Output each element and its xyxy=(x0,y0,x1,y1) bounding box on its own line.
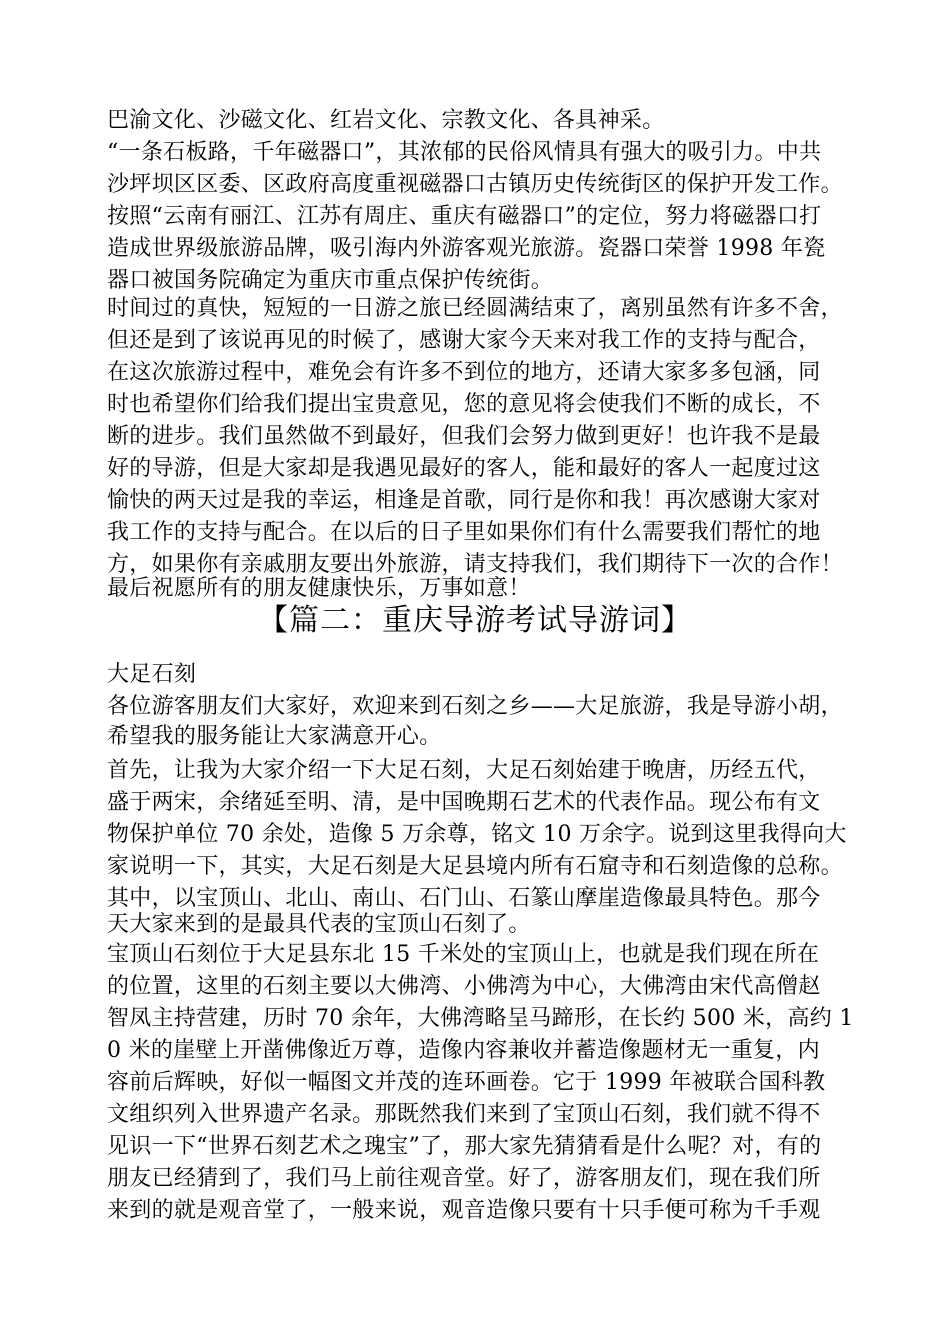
text-line: 容前后辉映，好似一幅图文并茂的连环画卷。它于 1999 年被联合国科教 xyxy=(107,1070,826,1095)
text-line: 时间过的真快，短短的一日游之旅已经圆满结束了，离别虽然有许多不舍， xyxy=(107,296,843,321)
text-line: 愉快的两天过是我的幸运，相逢是首歌，同行是你和我！再次感谢大家对 xyxy=(107,488,821,513)
text-line: 大足石刻 xyxy=(107,662,197,687)
text-line: 断的进步。我们虽然做不到最好，但我们会努力做到更好！也许我不是最 xyxy=(107,424,821,449)
text-line: 希望我的服务能让大家满意开心。 xyxy=(107,724,442,749)
text-line: 但还是到了该说再见的时候了，感谢大家今天来对我工作的支持与配合， xyxy=(107,328,821,353)
text-line: 家说明一下，其实，大足石刻是大足县境内所有石窟寺和石刻造像的总称。 xyxy=(107,854,843,879)
section-heading: 【篇二：重庆导游考试导游词】 xyxy=(258,603,692,638)
text-line: 我工作的支持与配合。在以后的日子里如果你们有什么需要我们帮忙的地 xyxy=(107,520,821,545)
text-line: 方，如果你有亲戚朋友要出外旅游，请支持我们，我们期待下一次的合作！ xyxy=(107,552,843,577)
text-line: 的位置，这里的石刻主要以大佛湾、小佛湾为中心，大佛湾由宋代高僧赵 xyxy=(107,974,821,999)
text-line: “一条石板路，千年磁器口”，其浓郁的民俗风情具有强大的吸引力。中共 xyxy=(107,140,822,165)
text-line: 首先，让我为大家介绍一下大足石刻，大足石刻始建于晚唐，历经五代， xyxy=(107,758,821,783)
text-line: 来到的就是观音堂了，一般来说，观音造像只要有十只手便可称为千手观 xyxy=(107,1198,821,1223)
text-line: 器口被国务院确定为重庆市重点保护传统街。 xyxy=(107,268,554,293)
text-line: 0 米的崖壁上开凿佛像近万尊，造像内容兼收并蓄造像题材无一重复，内 xyxy=(107,1038,820,1063)
text-line: 各位游客朋友们大家好，欢迎来到石刻之乡——大足旅游，我是导游小胡， xyxy=(107,694,843,719)
text-line: 朋友已经猜到了，我们马上前往观音堂。好了，游客朋友们，现在我们所 xyxy=(107,1166,821,1191)
text-line: 智凤主持营建，历时 70 余年，大佛湾略呈马蹄形，在长约 500 米，高约 1 xyxy=(107,1006,854,1031)
text-line: 文组织列入世界遗产名录。那既然我们来到了宝顶山石刻，我们就不得不 xyxy=(107,1102,821,1127)
text-line: 宝顶山石刻位于大足县东北 15 千米处的宝顶山上，也就是我们现在所在 xyxy=(107,942,820,967)
text-line: 天大家来到的是最具代表的宝顶山石刻了。 xyxy=(107,912,531,937)
text-line: 最后祝愿所有的朋友健康快乐，万事如意！ xyxy=(107,576,531,601)
text-line: 见识一下“世界石刻艺术之瑰宝”了，那大家先猜猜看是什么呢？对，有的 xyxy=(107,1134,822,1159)
text-line: 沙坪坝区区委、区政府高度重视磁器口古镇历史传统街区的保护开发工作。 xyxy=(107,172,843,197)
text-line: 物保护单位 70 余处，造像 5 万余尊，铭文 10 万余字。说到这里我得向大 xyxy=(107,822,847,847)
text-line: 好的导游，但是大家却是我遇见最好的客人，能和最好的客人一起度过这 xyxy=(107,456,821,481)
text-line: 造成世界级旅游品牌，吸引海内外游客观光旅游。瓷器口荣誉 1998 年瓷 xyxy=(107,236,826,261)
text-line: 按照“云南有丽江、江苏有周庄、重庆有磁器口”的定位，努力将磁器口打 xyxy=(107,204,822,229)
text-line: 盛于两宋，余绪延至明、清，是中国晚期石艺术的代表作品。现公布有文 xyxy=(107,790,821,815)
text-line: 巴渝文化、沙磁文化、红岩文化、宗教文化、各具神采。 xyxy=(107,108,665,133)
text-line: 在这次旅游过程中，难免会有许多不到位的地方，还请大家多多包涵，同 xyxy=(107,360,821,385)
text-line: 其中，以宝顶山、北山、南山、石门山、石篆山摩崖造像最具特色。那今 xyxy=(107,886,821,911)
text-line: 时也希望你们给我们提出宝贵意见，您的意见将会使我们不断的成长，不 xyxy=(107,392,821,417)
